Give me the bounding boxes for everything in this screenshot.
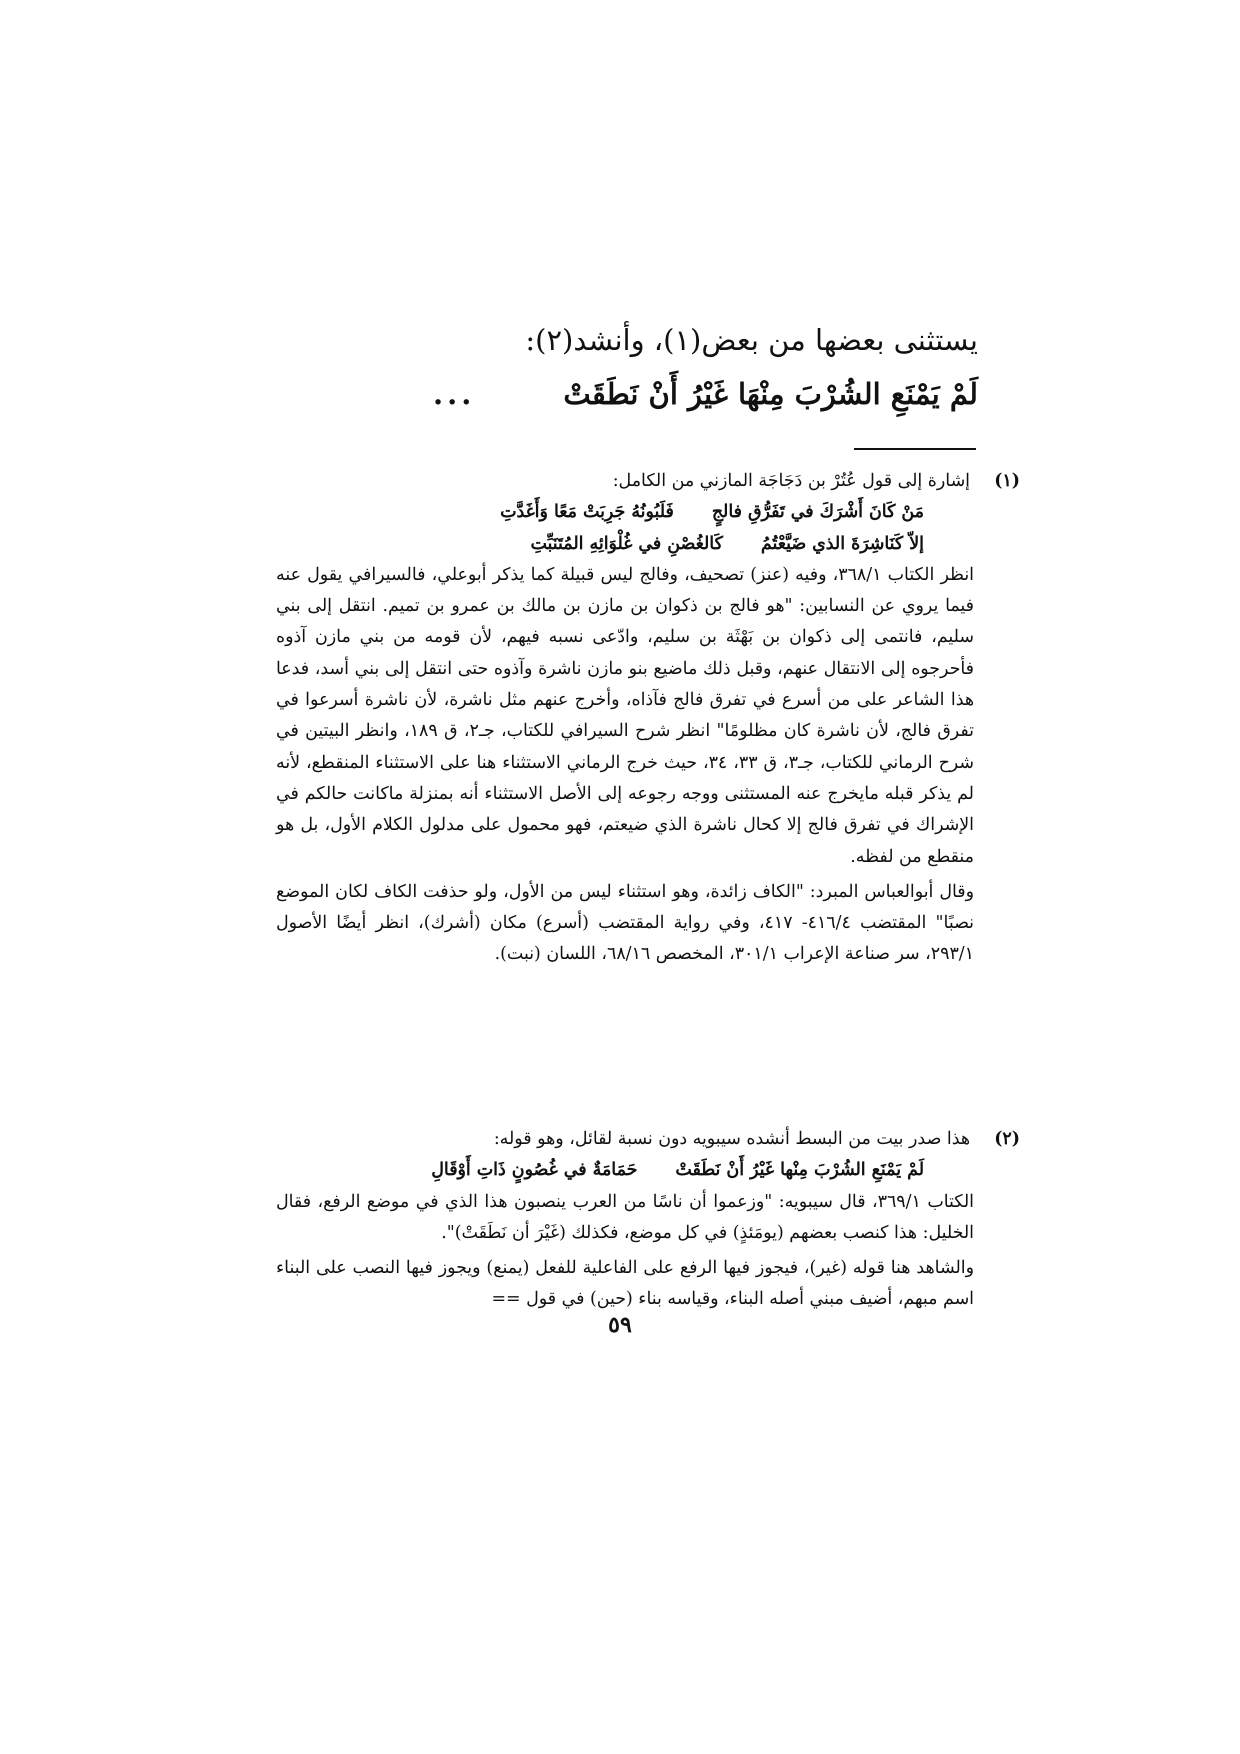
- ellipsis: ...: [433, 377, 476, 411]
- footnote-intro: هذا صدر بيت من البسط أنشده سيبويه دون نسبة لقائل، وهو قوله:: [493, 1129, 970, 1149]
- footnote-2: [276, 1124, 1020, 1316]
- verse-line: [276, 1155, 974, 1186]
- footnote-1: [276, 466, 1020, 971]
- footnote-separator: [854, 448, 976, 450]
- footnote-paragraph: وقال أبوالعباس المبرد: "الكاف زائدة، وهو استثناء ليس من الأول، ولو حذفت الكاف لكان الموضع نصبًا" المقتضب ٤١٦/٤- ٤١٧، وفي رواية المقتضب (أسرع) مكان (أشرك)، انظر أيضًا الأصول ٢٩٣/١، سر صناعة الإعراب ٣٠١/١، المخصص ٦٨/١٦، اللسان (نبت).: [276, 881, 975, 965]
- verse-hemistich: فَلَبُونُهُ جَرِبَتْ مَعًا وَأَغَدَّتِ: [500, 502, 674, 523]
- footnote-paragraph: انظر الكتاب ٣٦٨/١، وفيه (عنز) تصحيف، وفالج ليس قبيلة كما يذكر أبوعلي، فالسيرافي يقول عنه فيما يروي عن النسابين: "هو فالج بن ذكوان بن مازن بن مالك بن عمرو بن تميم. انتقل إلى بني سليم، فانتمى إلى ذكوان بن بَهْثَة بن سليم، وادّعى نسبه فيهم، لأن قومه من بني مازن آذوه فأحرجوه إلى الانتقال عنهم، وقبل ذلك ماضيع بنو مازن ناشرة وآذوه حتى انتقل إلى بني أسد، فدعا هذا الشاعر على من أسرع في تفرق فالج فآذاه، وأخرج عنهم مثل ناشرة، لأن ناشرة أسرعوا في تفرق فالج، لأن ناشرة كان مظلومًا" انظر شرح السيرافي للكتاب، جـ٢، ق ١٨٩، وانظر البيتين في شرح الرماني للكتاب، جـ٣، ق ٣٣، ٣٤، حيث خرج الرماني الاستثناء هنا على الاستثناء المنقطع، لأنه لم يذكر قبله مايخرج عنه المستثنى ووجه رجوعه إلى الأصل الاستثناء أنه بمنزلة ماكانت حالكم في الإشراك في تفرق فالج إلا كحال ناشرة الذي ضيعتم، فهو محمول على مدلول الكلام الأول، بل هو منقطع من لفظه.: [276, 564, 974, 867]
- verse-hemistich: إلاّ كَنَاشِرَةَ الذي ضَيَّعْتُمُ: [760, 533, 924, 554]
- footnote-number: (١): [994, 471, 1020, 491]
- verse-line: [276, 529, 974, 560]
- page-number: ٥٩: [608, 1312, 632, 1338]
- verse-hemistich: مَنْ كَانَ أَشْرَكَ في تَفَرُّقِ فالجٍ: [711, 502, 924, 523]
- verse-hemistich: كَالغُصْنِ في غُلْوَائِهِ المُتَنَبِّتِ: [530, 533, 723, 554]
- verse-hemistich: حَمَامَةٌ في غُصُونٍ ذَاتِ أَوْقَالِ: [431, 1160, 638, 1181]
- verse-hemistich: لَمْ يَمْنَعِ الشُرْبَ مِنْها غَيْرُ أَنْ نَطَقَتْ: [675, 1160, 924, 1181]
- main-text: يستثنى بعضها من بعض(١)، وأنشد(٢):: [525, 323, 978, 357]
- footnote-intro: إشارة إلى قول عُتُرْ بن دَجَاجَة المازني من الكامل:: [612, 471, 970, 491]
- verse-line: [276, 497, 974, 528]
- main-verse: لَمْ يَمْنَعِ الشُرْبَ مِنْهَا غَيْرُ أَنْ نَطَقَتْ: [563, 377, 978, 411]
- footnote-number: (٢): [994, 1129, 1020, 1149]
- footnote-paragraph: والشاهد هنا قوله (غير)، فيجوز فيها الرفع على الفاعلية للفعل (يمنع) ويجوز فيها النصب على البناء اسم مبهم، أضيف مبني أصله البناء، وقياسه بناء (حين) في قول ==: [276, 1258, 974, 1310]
- main-text-line: [218, 320, 978, 360]
- footnote-paragraph: الكتاب ٣٦٩/١، قال سيبويه: "وزعموا أن ناسًا من العرب ينصبون هذا الذي في موضع الرفع، فقال الخليل: هذا كنصب بعضهم (يومَئذٍ) في كل موضع، فكذلك (غَيْرَ أن نَطَقَتْ)".: [276, 1191, 974, 1243]
- main-verse-line: [218, 374, 978, 414]
